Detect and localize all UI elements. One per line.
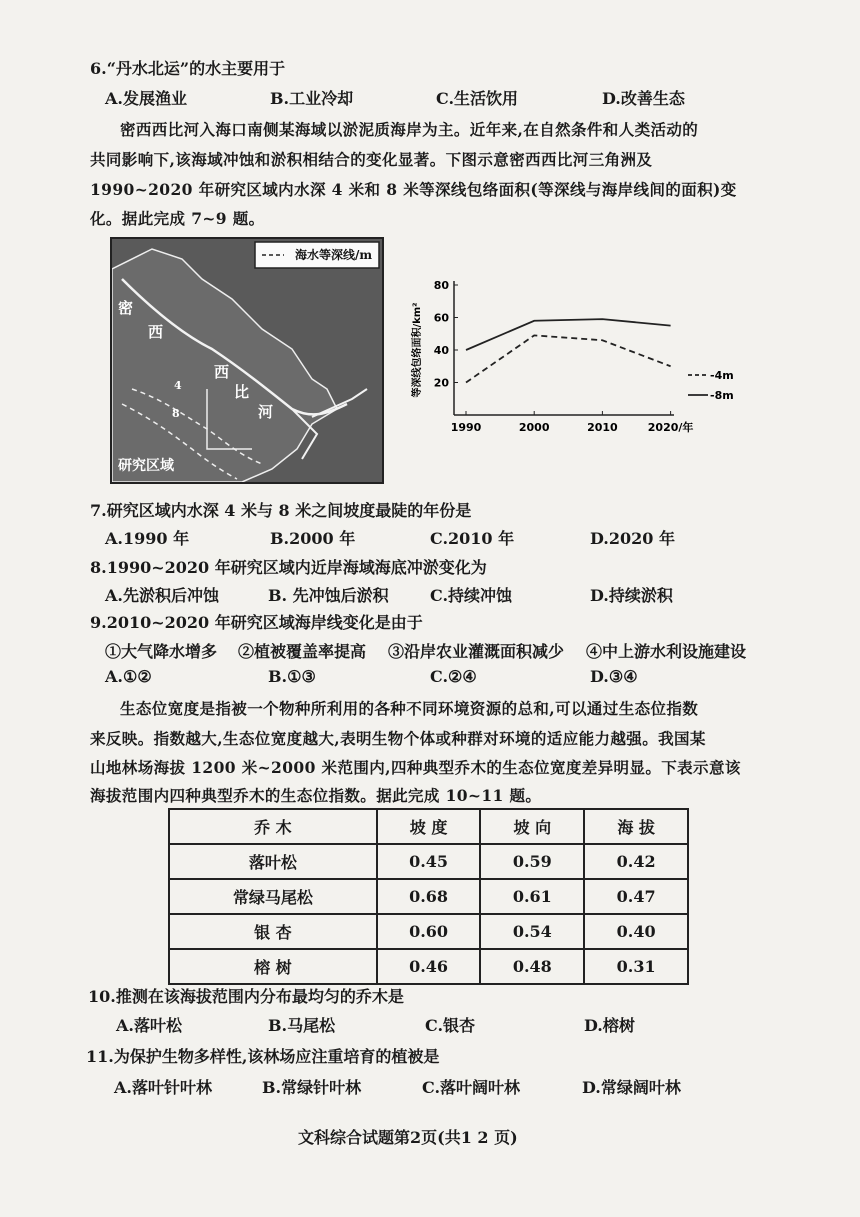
x-tick-label: 1990 [450, 421, 482, 434]
x-tick-label: 2000 [518, 421, 550, 434]
q7-option-d: D.2020 年 [590, 529, 675, 548]
table-cell: 0.47 [584, 879, 688, 914]
intro2-line: 来反映。指数越大,生态位宽度越大,表明生物个体或种群对环境的适应能力越强。我国某 [90, 729, 706, 748]
page-footer: 文科综合试题第2页(共1 2 页) [298, 1128, 518, 1147]
q8-option-b: B. 先冲蚀后淤积 [268, 586, 389, 605]
map-river-label: 河 [258, 403, 274, 421]
x-tick-label: 2020/年 [647, 421, 694, 434]
table-header-cell: 坡 度 [377, 809, 481, 844]
series-line [466, 319, 671, 350]
intro2-line: 海拔范围内四种典型乔木的生态位指数。据此完成 10~11 题。 [90, 786, 542, 805]
q6-stem: 6.“丹水北运”的水主要用于 [90, 59, 286, 78]
q9-stem: 9.2010~2020 年研究区域海岸线变化是由于 [90, 613, 423, 632]
q8-option-a: A.先淤积后冲蚀 [105, 586, 219, 605]
q11-option-c: C.落叶阔叶林 [422, 1078, 521, 1097]
q7-option-b: B.2000 年 [270, 529, 356, 548]
q10-option-b: B.马尾松 [268, 1016, 336, 1035]
table-row [169, 914, 688, 949]
table-cell: 0.40 [584, 914, 688, 949]
q9-item-1: ①大气降水增多 [105, 642, 218, 661]
q9-option-a: A.①② [105, 667, 152, 686]
q9-item-4: ④中上游水利设施建设 [586, 642, 747, 661]
y-tick-label: 80 [433, 279, 449, 292]
area-chart-svg [396, 275, 736, 440]
intro2-line: 生态位宽度是指被一个物种所利用的各种不同环境资源的总和,可以通过生态位指数 [120, 699, 699, 718]
intro2-line: 山地林场海拔 1200 米~2000 米范围内,四种典型乔木的生态位宽度差异明显。下表示意该 [90, 758, 741, 777]
q7-stem: 7.研究区域内水深 4 米与 8 米之间坡度最陡的年份是 [90, 501, 472, 520]
q10-option-a: A.落叶松 [116, 1016, 182, 1035]
map-river-label: 西 [148, 323, 164, 341]
table-row [169, 879, 688, 914]
table-header-row [169, 809, 688, 844]
legend-label: -4m [710, 369, 734, 382]
table-cell: 0.45 [377, 844, 481, 879]
q11-option-d: D.常绿阔叶林 [582, 1078, 681, 1097]
map-river-label: 比 [234, 383, 250, 401]
intro1-line: 1990~2020 年研究区域内水深 4 米和 8 米等深线包络面积(等深线与海岸线间的面积)变 [90, 180, 737, 199]
table-cell: 0.68 [377, 879, 481, 914]
q6-option-d: D.改善生态 [602, 89, 685, 108]
table-cell: 0.48 [480, 949, 584, 984]
map-river-label: 西 [214, 363, 230, 381]
table-cell: 0.42 [584, 844, 688, 879]
q6-option-a: A.发展渔业 [105, 89, 187, 108]
delta-map-drawing [112, 239, 382, 482]
map-legend-label: 海水等深线/m [295, 248, 373, 262]
table-header-cell: 乔 木 [169, 809, 377, 844]
table-header-cell: 坡 向 [480, 809, 584, 844]
intro1-line: 密西西比河入海口南侧某海域以淤泥质海岸为主。近年来,在自然条件和人类活动的 [120, 120, 699, 139]
q10-option-d: D.榕树 [584, 1016, 635, 1035]
intro1-line: 共同影响下,该海域冲蚀和淤积相结合的变化显著。下图示意密西西比河三角洲及 [90, 150, 653, 169]
table-cell: 0.59 [480, 844, 584, 879]
niche-index-table [168, 808, 689, 985]
q11-option-b: B.常绿针叶林 [262, 1078, 362, 1097]
y-tick-label: 60 [433, 311, 449, 325]
table-row [169, 949, 688, 984]
legend-label: -8m [710, 389, 734, 402]
table-cell: 0.61 [480, 879, 584, 914]
q8-stem: 8.1990~2020 年研究区域内近岸海域海底冲淤变化为 [90, 558, 487, 577]
map-river-label: 密 [118, 299, 134, 317]
x-tick-label: 2010 [587, 421, 618, 434]
delta-map [110, 237, 384, 484]
q9-option-b: B.①③ [268, 667, 316, 686]
y-tick-label: 20 [433, 376, 449, 390]
map-depth-label: 8 [172, 407, 180, 420]
table-cell: 0.31 [584, 949, 688, 984]
q10-option-c: C.银杏 [425, 1016, 476, 1035]
table-header-cell: 海 拔 [584, 809, 688, 844]
q9-option-d: D.③④ [590, 667, 638, 686]
table-cell: 榕 树 [169, 949, 377, 984]
table-cell: 0.60 [377, 914, 481, 949]
intro1-line: 化。据此完成 7~9 题。 [90, 209, 265, 228]
table-cell: 银 杏 [169, 914, 377, 949]
table-cell: 0.46 [377, 949, 481, 984]
q7-option-c: C.2010 年 [430, 529, 515, 548]
map-depth-label: 4 [174, 379, 182, 392]
q8-option-c: C.持续冲蚀 [430, 586, 513, 605]
q6-option-c: C.生活饮用 [436, 89, 519, 108]
q7-option-a: A.1990 年 [105, 529, 190, 548]
q6-option-b: B.工业冷却 [270, 89, 354, 108]
area-chart [396, 275, 736, 440]
table-cell: 落叶松 [169, 844, 377, 879]
q8-option-d: D.持续淤积 [590, 586, 673, 605]
q11-stem: 11.为保护生物多样性,该林场应注重培育的植被是 [86, 1047, 440, 1066]
map-study-area-label: 研究区域 [118, 458, 174, 474]
series-line [466, 335, 671, 382]
table-cell: 0.54 [480, 914, 584, 949]
table-cell: 常绿马尾松 [169, 879, 377, 914]
q9-item-3: ③沿岸农业灌溉面积减少 [388, 642, 565, 661]
q9-item-2: ②植被覆盖率提高 [238, 642, 367, 661]
q10-stem: 10.推测在该海拔范围内分布最均匀的乔木是 [88, 987, 404, 1006]
q9-option-c: C.②④ [430, 667, 477, 686]
y-tick-label: 40 [433, 344, 449, 357]
y-axis-label: 等深线包络面积/km² [412, 302, 423, 398]
table-row [169, 844, 688, 879]
q11-option-a: A.落叶针叶林 [114, 1078, 212, 1097]
